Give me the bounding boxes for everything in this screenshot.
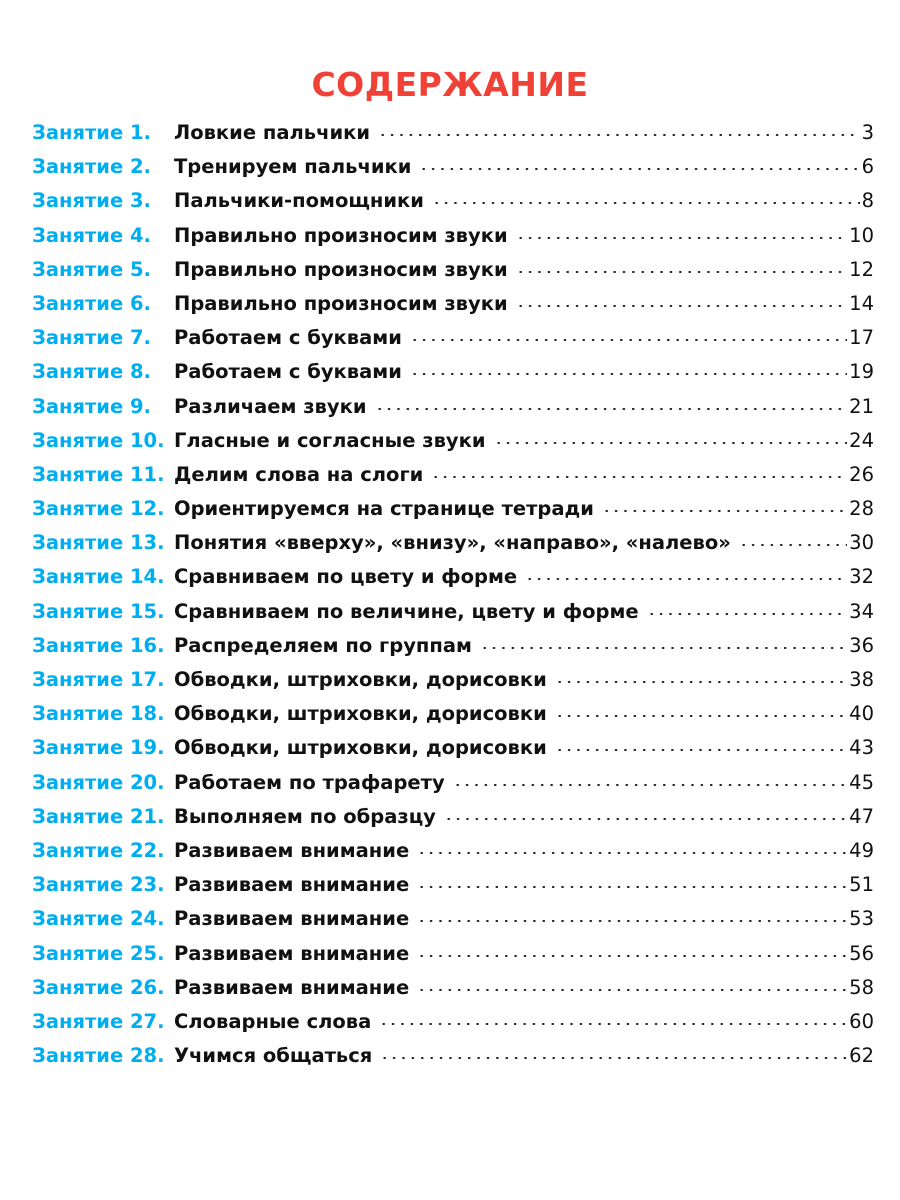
dot-leader (555, 715, 847, 717)
lesson-title: Работаем по трафарету (174, 770, 445, 794)
lesson-number: Занятие 6. (32, 291, 151, 315)
page-number: 10 (849, 223, 874, 247)
page-number: 8 (861, 189, 874, 213)
page-number: 19 (849, 360, 874, 384)
page-number: 17 (849, 326, 874, 350)
lesson-title: Выполняем по образцу (174, 804, 436, 828)
lesson-title: Правильно произносим звуки (174, 291, 508, 315)
dot-leader (379, 1023, 847, 1025)
page-number: 60 (849, 1009, 874, 1033)
toc-entry[interactable] (32, 697, 874, 731)
lesson-title: Развиваем внимание (174, 941, 410, 965)
lesson-number: Занятие 13. (32, 531, 165, 555)
dot-leader (555, 749, 847, 751)
dot-leader (378, 134, 860, 136)
lesson-title: Развиваем внимание (174, 873, 410, 897)
page-title: СОДЕРЖАНИЕ (311, 65, 589, 105)
lesson-title: Обводки, штриховки, дорисовки (174, 702, 547, 726)
page-number: 47 (849, 804, 874, 828)
lesson-number: Занятие 19. (32, 736, 165, 760)
toc-entry[interactable] (32, 1005, 874, 1039)
dot-leader (417, 955, 847, 957)
lesson-number: Занятие 28. (32, 1044, 165, 1068)
toc-entry[interactable] (32, 150, 874, 184)
lesson-number: Занятие 22. (32, 838, 165, 862)
dot-leader (525, 578, 847, 580)
lesson-number: Занятие 3. (32, 189, 151, 213)
lesson-number: Занятие 26. (32, 975, 165, 999)
toc-entry[interactable] (32, 595, 874, 629)
dot-leader (431, 476, 847, 478)
dot-leader (417, 920, 847, 922)
dot-leader (494, 442, 848, 444)
toc-entry[interactable] (32, 560, 874, 594)
lesson-number: Занятие 15. (32, 599, 165, 623)
dot-leader (739, 544, 847, 546)
dot-leader (480, 647, 847, 649)
lesson-number: Занятие 5. (32, 257, 151, 281)
lesson-title: Правильно произносим звуки (174, 223, 508, 247)
lesson-title: Ловкие пальчики (174, 121, 371, 144)
lesson-title: Развиваем внимание (174, 907, 410, 931)
lesson-number: Занятие 27. (32, 1009, 165, 1033)
toc-entry[interactable] (32, 800, 874, 834)
dot-leader (417, 886, 847, 888)
lesson-number: Занятие 10. (32, 428, 165, 452)
lesson-title: Делим слова на слоги (174, 462, 424, 486)
dot-leader (516, 271, 848, 273)
lesson-number: Занятие 23. (32, 873, 165, 897)
page-number: 58 (849, 975, 874, 999)
page-number: 32 (849, 565, 874, 589)
toc-entry[interactable] (32, 834, 874, 868)
toc-entry[interactable] (32, 766, 874, 800)
toc-entry[interactable] (32, 287, 874, 321)
lesson-title: Словарные слова (174, 1009, 372, 1033)
lesson-number: Занятие 12. (32, 497, 165, 521)
page-number: 49 (849, 838, 874, 862)
dot-leader (444, 818, 847, 820)
page-number: 51 (849, 873, 874, 897)
toc-entry[interactable] (32, 184, 874, 218)
toc-entry[interactable] (32, 219, 874, 253)
page-number: 43 (849, 736, 874, 760)
toc-entry[interactable] (32, 116, 874, 150)
lesson-title: Обводки, штриховки, дорисовки (174, 668, 547, 691)
lesson-number: Занятие 17. (32, 668, 165, 691)
page-number: 45 (849, 770, 874, 794)
page-number: 24 (849, 428, 874, 452)
page-number: 21 (849, 394, 874, 418)
page-number: 38 (849, 668, 874, 691)
lesson-number: Занятие 2. (32, 155, 151, 179)
lesson-title: Учимся общаться (174, 1044, 373, 1068)
toc-entry[interactable] (32, 902, 874, 936)
table-of-contents (32, 116, 874, 1073)
page-number: 26 (849, 462, 874, 486)
toc-entry[interactable] (32, 355, 874, 389)
lesson-title: Ориентируемся на странице тетради (174, 497, 594, 521)
page-number: 6 (861, 155, 874, 179)
dot-leader (432, 202, 860, 204)
toc-entry[interactable] (32, 424, 874, 458)
toc-entry[interactable] (32, 629, 874, 663)
lesson-title: Распределяем по группам (174, 633, 472, 657)
dot-leader (375, 408, 848, 410)
dot-leader (410, 373, 847, 375)
page-number: 36 (849, 633, 874, 657)
lesson-number: Занятие 18. (32, 702, 165, 726)
lesson-title: Пальчики-помощники (174, 189, 424, 213)
toc-entry[interactable] (32, 253, 874, 287)
dot-leader (516, 305, 848, 307)
lesson-title: Обводки, штриховки, дорисовки (174, 736, 547, 760)
lesson-title: Работаем с буквами (174, 326, 402, 350)
dot-leader (555, 681, 847, 683)
toc-entry[interactable] (32, 868, 874, 902)
dot-leader (453, 784, 848, 786)
dot-leader (410, 339, 847, 341)
dot-leader (516, 237, 848, 239)
dot-leader (647, 613, 848, 615)
lesson-number: Занятие 4. (32, 223, 151, 247)
toc-entry[interactable] (32, 321, 874, 355)
page-number: 56 (849, 941, 874, 965)
toc-entry[interactable] (32, 731, 874, 765)
toc-entry[interactable] (32, 1039, 874, 1073)
toc-entry[interactable] (32, 390, 874, 424)
page-number: 12 (849, 257, 874, 281)
lesson-title: Правильно произносим звуки (174, 257, 508, 281)
toc-entry[interactable] (32, 526, 874, 560)
dot-leader (380, 1057, 847, 1059)
page-number: 40 (849, 702, 874, 726)
lesson-number: Занятие 14. (32, 565, 165, 589)
lesson-number: Занятие 21. (32, 804, 165, 828)
lesson-title: Гласные и согласные звуки (174, 428, 486, 452)
dot-leader (602, 510, 847, 512)
page-number: 53 (849, 907, 874, 931)
toc-entry[interactable] (32, 458, 874, 492)
lesson-title: Работаем с буквами (174, 360, 402, 384)
lesson-number: Занятие 11. (32, 462, 165, 486)
lesson-number: Занятие 8. (32, 360, 151, 384)
page-number: 62 (849, 1044, 874, 1068)
lesson-title: Сравниваем по величине, цвету и форме (174, 599, 639, 623)
page-number: 3 (861, 121, 874, 144)
lesson-number: Занятие 24. (32, 907, 165, 931)
page-number: 28 (849, 497, 874, 521)
toc-entry[interactable] (32, 663, 874, 697)
lesson-title: Различаем звуки (174, 394, 367, 418)
toc-entry[interactable] (32, 937, 874, 971)
dot-leader (417, 989, 847, 991)
lesson-number: Занятие 20. (32, 770, 165, 794)
lesson-number: Занятие 1. (32, 121, 151, 144)
page-number: 14 (849, 291, 874, 315)
toc-entry[interactable] (32, 492, 874, 526)
lesson-title: Сравниваем по цвету и форме (174, 565, 518, 589)
page-number: 30 (849, 531, 874, 555)
lesson-number: Занятие 25. (32, 941, 165, 965)
lesson-title: Развиваем внимание (174, 838, 410, 862)
dot-leader (419, 168, 859, 170)
lesson-title: Развиваем внимание (174, 975, 410, 999)
dot-leader (417, 852, 847, 854)
page-number: 34 (849, 599, 874, 623)
toc-entry[interactable] (32, 971, 874, 1005)
lesson-number: Занятие 9. (32, 394, 151, 418)
lesson-title: Тренируем пальчики (174, 155, 412, 179)
lesson-number: Занятие 7. (32, 326, 151, 350)
lesson-title: Понятия «вверху», «внизу», «направо», «налево» (174, 531, 731, 555)
lesson-number: Занятие 16. (32, 633, 165, 657)
